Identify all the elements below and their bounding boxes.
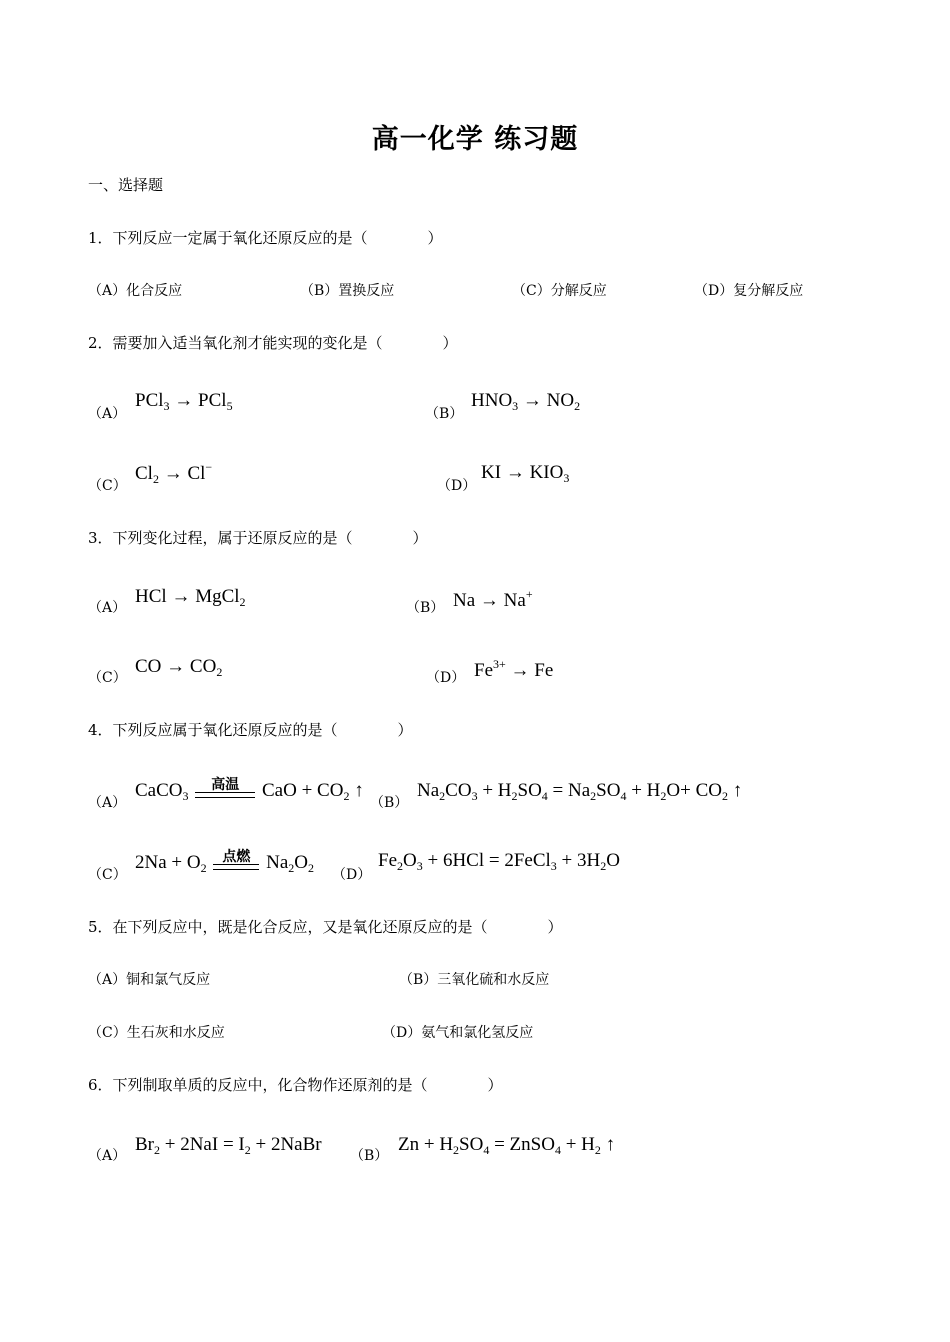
arrow-icon: → (505, 462, 525, 483)
double-line-icon (213, 864, 259, 870)
section-heading: 一、选择题 (88, 176, 164, 194)
question-6-stem: 6．下列制取单质的反应中，化合物作还原剂的是（ ） (88, 1076, 503, 1094)
double-line-icon (195, 792, 255, 798)
question-5-option-c (88, 1024, 225, 1042)
question-4-stem: 4．下列反应属于氧化还原反应的是（ ） (88, 721, 413, 739)
question-3-option-c-label: （C） (88, 670, 127, 686)
question-1-option-a (88, 282, 182, 300)
question-3-option-d-equation: $Fe^{3+} \to Fe$ (474, 657, 554, 681)
question-5-stem: 5．在下列反应中，既是化合反应，又是氧化还原反应的是（ ） (88, 918, 563, 936)
option-text: 三氧化硫和水反应 (437, 972, 550, 988)
question-4-option-b-equation: $Na_2CO_3 + H_2SO_4 = Na_2SO_4 + H_2O+ CO_2$ ↑ (417, 780, 743, 803)
option-text: 生石灰和水反应 (126, 1025, 225, 1041)
question-6-option-b-equation: $Zn + H_2SO_4$ = ZnSO$_4$ + $H_2$ ↑ (398, 1134, 616, 1157)
question-2-option-d-label: （D） (437, 478, 477, 494)
question-2-option-a-label: （A） (88, 406, 127, 422)
question-1-option-c (512, 282, 607, 300)
option-text: 置换反应 (338, 283, 395, 299)
question-3-option-c-equation: CO → $CO_2$ (135, 656, 223, 679)
reaction-condition: 点燃 (211, 850, 261, 876)
question-3-option-b-equation: Na → Na+ (453, 587, 533, 611)
arrow-icon: → (166, 656, 186, 677)
arrow-icon: → (510, 660, 530, 681)
option-label: （A） (88, 972, 127, 988)
arrow-icon: → (522, 390, 542, 411)
question-2-stem: 2．需要加入适当氧化剂才能实现的变化是（ ） (88, 334, 458, 352)
question-2-option-b-equation: $HNO_3 \to NO_2$ (471, 390, 581, 413)
question-5-option-b (399, 971, 549, 989)
question-6-option-a-label: （A） (88, 1148, 127, 1164)
gas-up-arrow-icon: ↑ (349, 780, 364, 801)
option-label: （C） (88, 1025, 127, 1041)
question-4-option-d-label: （D） (332, 867, 372, 883)
question-5-option-d (382, 1024, 533, 1042)
question-1-option-d (694, 282, 803, 300)
question-2-option-c-label: （C） (88, 478, 127, 494)
arrow-icon: → (163, 463, 183, 484)
option-text: 分解反应 (550, 283, 607, 299)
question-2-option-b-label: （B） (425, 406, 464, 422)
question-4-option-a-equation: CaCO$_3$ 高温 CaO + $CO_2$ ↑ (135, 777, 364, 803)
page-title: 高一化学 练习题 (371, 124, 579, 155)
arrow-icon: → (171, 586, 191, 607)
question-4-option-d-equation: $Fe_2O_3 + 6HCl$ = 2FeCl$_3$ + $3H_2O$ (378, 850, 620, 873)
question-6-option-b-label: （B） (350, 1148, 389, 1164)
question-4-option-c-equation: $2Na + O_2$ 点燃 $Na_2O_2$ (135, 849, 314, 875)
option-label: （C） (512, 283, 551, 299)
option-label: （A） (88, 283, 127, 299)
option-text: 复分解反应 (733, 283, 804, 299)
question-4-option-c-label: （C） (88, 867, 127, 883)
reaction-condition: 高温 (193, 778, 257, 804)
option-label: （D） (382, 1025, 422, 1041)
question-1-option-b (300, 282, 394, 300)
gas-up-arrow-icon: ↑ (600, 1134, 616, 1155)
question-3-option-b-label: （B） (406, 600, 445, 616)
gas-up-arrow-icon: ↑ (728, 780, 743, 801)
question-3-option-d-label: （D） (426, 670, 466, 686)
question-6-option-a-equation: $Br_2 + 2NaI = I_2$ + 2NaBr (135, 1134, 322, 1157)
option-text: 氨气和氯化氢反应 (421, 1025, 534, 1041)
arrow-icon: → (174, 390, 194, 411)
question-4-option-a-label: （A） (88, 795, 127, 811)
question-3-option-a-equation: HCl → MgCl$_2$ (135, 586, 246, 609)
option-label: （D） (694, 283, 734, 299)
arrow-icon: → (479, 590, 499, 611)
question-3-option-a-label: （A） (88, 600, 127, 616)
option-label: （B） (300, 283, 339, 299)
question-5-option-a (88, 971, 210, 989)
question-2-option-c-equation: $Cl_2 \to Cl^-$ (135, 460, 213, 486)
question-4-option-b-label: （B） (370, 795, 409, 811)
option-text: 铜和氯气反应 (126, 972, 211, 988)
question-2-option-d-equation: KI → $KIO_3$ (481, 462, 570, 485)
question-3-stem: 3．下列变化过程，属于还原反应的是（ ） (88, 529, 428, 547)
option-text: 化合反应 (126, 283, 183, 299)
question-1-stem: 1．下列反应一定属于氧化还原反应的是（ ） (88, 229, 443, 247)
option-label: （B） (399, 972, 438, 988)
question-2-option-a-equation: PCl$_3$ → PCl$_5$ (135, 390, 233, 413)
